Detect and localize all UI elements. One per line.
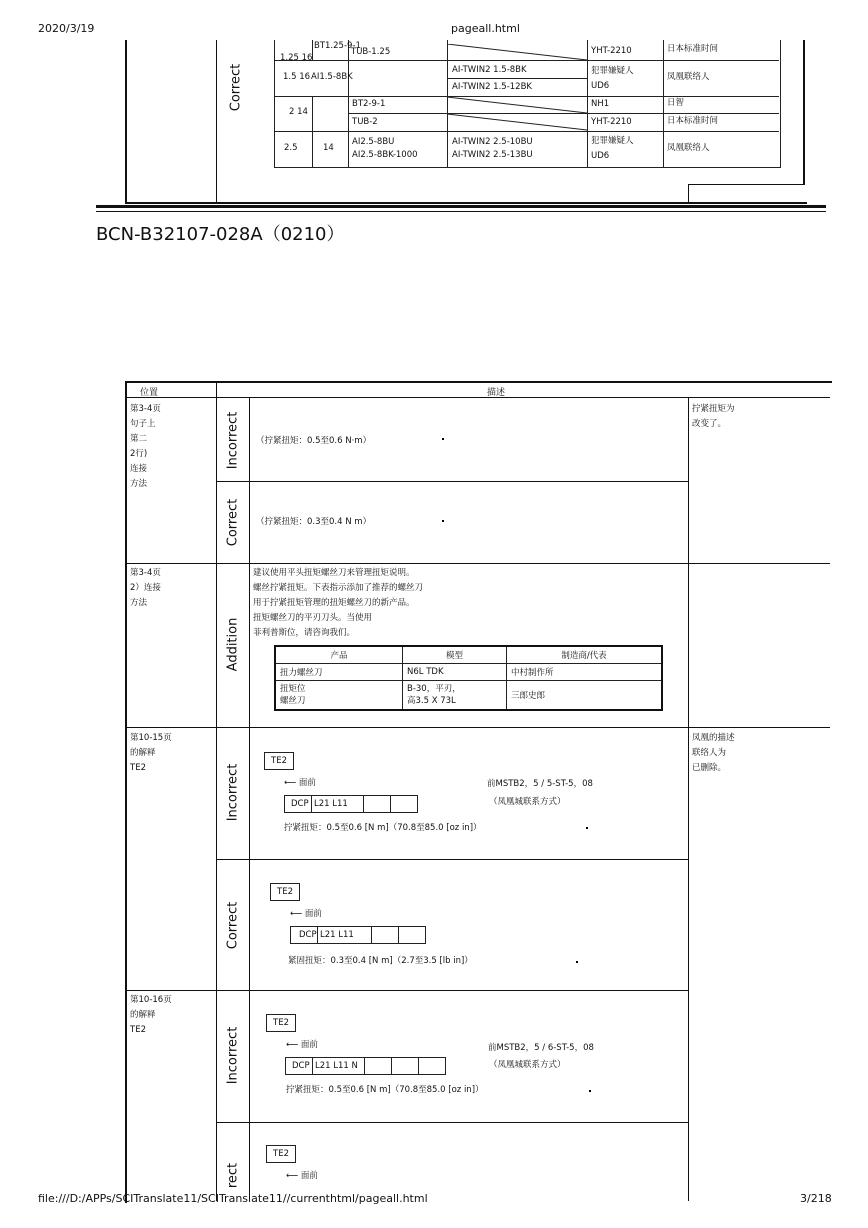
cell: NH1 xyxy=(591,99,610,109)
te2-box: TE2 xyxy=(270,883,300,901)
cell: TUB-2 xyxy=(352,117,378,127)
product-table: 产品 模型 制造商/代表 扭力螺丝刀 N6L TDK 中村制作所 扭矩位 螺丝刀 B-30，平刃， 高3.5 X 73L 三郎史郎 xyxy=(274,645,663,711)
cell: 2 14 xyxy=(289,107,308,117)
side-text: 前MSTB2，5 / 6-ST-5，08 xyxy=(488,1043,594,1053)
print-title: pageall.html xyxy=(451,22,520,35)
side-text: （凤凰城联系方式） xyxy=(489,1060,566,1070)
cell: 14 xyxy=(323,143,334,153)
cell: 日本标准时间 xyxy=(667,44,719,54)
torque-text: （拧紧扭矩：0.3至0.4 N m） xyxy=(256,517,372,527)
position-r2: 第3-4页 2）连接 方法 xyxy=(130,568,161,608)
front-arrow: ⟵ 面前 xyxy=(290,909,322,919)
terminal-cells: DCP L21 L11 xyxy=(284,795,418,813)
cell: AI-TWIN2 2.5-13BU xyxy=(452,150,533,160)
cell: AI2.5-8BK-1000 xyxy=(352,150,418,160)
side-text: 前MSTB2，5 / 5-ST-5，08 xyxy=(487,779,593,789)
cell: 日本标准时间 xyxy=(667,116,719,126)
cell: AI-TWIN2 2.5-10BU xyxy=(452,137,533,147)
cell: 犯罪嫌疑人 UD6 xyxy=(591,136,634,161)
divider xyxy=(688,184,689,202)
cell: 日智 xyxy=(667,98,685,108)
incorrect-label: Incorrect xyxy=(225,1026,241,1085)
print-date: 2020/3/19 xyxy=(38,22,95,35)
correct-label: Correct xyxy=(225,498,241,547)
position-r3: 第10-15页 的解释 TE2 xyxy=(130,733,172,773)
cell: AI1.5-8BK xyxy=(311,72,353,82)
te2-box: TE2 xyxy=(264,752,294,770)
te2-box: TE2 xyxy=(266,1145,296,1163)
cell: AI-TWIN2 1.5-8BK xyxy=(452,65,527,75)
separator xyxy=(96,211,826,212)
side-text: （凤凰城联系方式） xyxy=(489,797,566,807)
front-arrow: ⟵ 面前 xyxy=(286,1171,318,1181)
front-arrow: ⟵ 面前 xyxy=(286,1040,318,1050)
cell: 凤凰联络人 xyxy=(667,143,710,153)
incorrect-label: Incorrect xyxy=(225,763,241,822)
cell: BT2-9-1 xyxy=(352,99,386,109)
cell: AI-TWIN2 1.5-12BK xyxy=(452,82,532,92)
terminal-cells: DCP L21 L11 N xyxy=(285,1057,446,1075)
col-position: 位置 xyxy=(140,388,159,398)
cell: 2.5 xyxy=(284,143,298,153)
doc-code: BCN-B32107-028A（0210） xyxy=(96,224,345,245)
torque-text: （拧紧扭矩：0.5至0.6 N·m） xyxy=(256,436,372,446)
page-number: 3/218 xyxy=(800,1192,832,1205)
correct-label: Correct xyxy=(225,901,241,950)
col-description: 描述 xyxy=(487,388,506,398)
cell: BT1.25-9-1 xyxy=(314,41,361,51)
torque-text: 拧紧扭矩：0.5至0.6 [N m]（70.8至85.0 [oz in]） xyxy=(286,1085,484,1095)
torque-text: 紧固扭矩：0.3至0.4 [N m]（2.7至3.5 [lb in]） xyxy=(288,956,473,966)
divider xyxy=(216,40,217,202)
addition-text: 建议使用平头扭矩螺丝刀来管理扭矩说明。 螺丝拧紧扭矩。下表指示添加了推荐的螺丝刀 用于拧紧扭矩管理的扭矩螺丝刀的新产品。 扭矩螺丝刀的平刃刀头。当使用 菲利普斯位，请咨询我们。 xyxy=(253,568,424,638)
te2-box: TE2 xyxy=(266,1014,296,1032)
terminal-cells: DCP L21 L11 xyxy=(290,926,426,944)
torque-text: 拧紧扭矩：0.5至0.6 [N m]（70.8至85.0 [oz in]） xyxy=(284,823,482,833)
correct-label-partial: rect xyxy=(225,1162,241,1189)
note-r3: 凤凰的描述 联络人为 已删除。 xyxy=(692,733,735,773)
cell: YHT-2210 xyxy=(591,117,632,127)
cell: 犯罪嫌疑人 UD6 xyxy=(591,66,634,91)
cell: AI2.5-8BU xyxy=(352,137,395,147)
separator xyxy=(96,205,826,208)
cell: 1.25 16 xyxy=(280,53,313,63)
cell: TUB-1.25 xyxy=(351,47,391,57)
front-arrow: ⟵ 面前 xyxy=(284,778,316,788)
incorrect-label: Incorrect xyxy=(225,411,241,470)
cell: 凤凰联络人 xyxy=(667,72,710,82)
note-r1: 拧紧扭矩为 改变了。 xyxy=(692,404,735,429)
correct-label: Correct xyxy=(228,63,244,112)
cell: 1.5 16 xyxy=(283,72,311,82)
footer-path: file:///D:/APPs/SCITranslate11/SCITranslate11//currenthtml/pageall.html xyxy=(38,1192,428,1205)
divider xyxy=(803,40,805,185)
cell: YHT-2210 xyxy=(591,46,632,56)
position-r1: 第3-4页 句子上 第二 2行) 连接 方法 xyxy=(130,404,161,489)
addition-label: Addition xyxy=(225,617,241,672)
divider xyxy=(688,184,805,185)
position-r4: 第10-16页 的解释 TE2 xyxy=(130,995,172,1035)
